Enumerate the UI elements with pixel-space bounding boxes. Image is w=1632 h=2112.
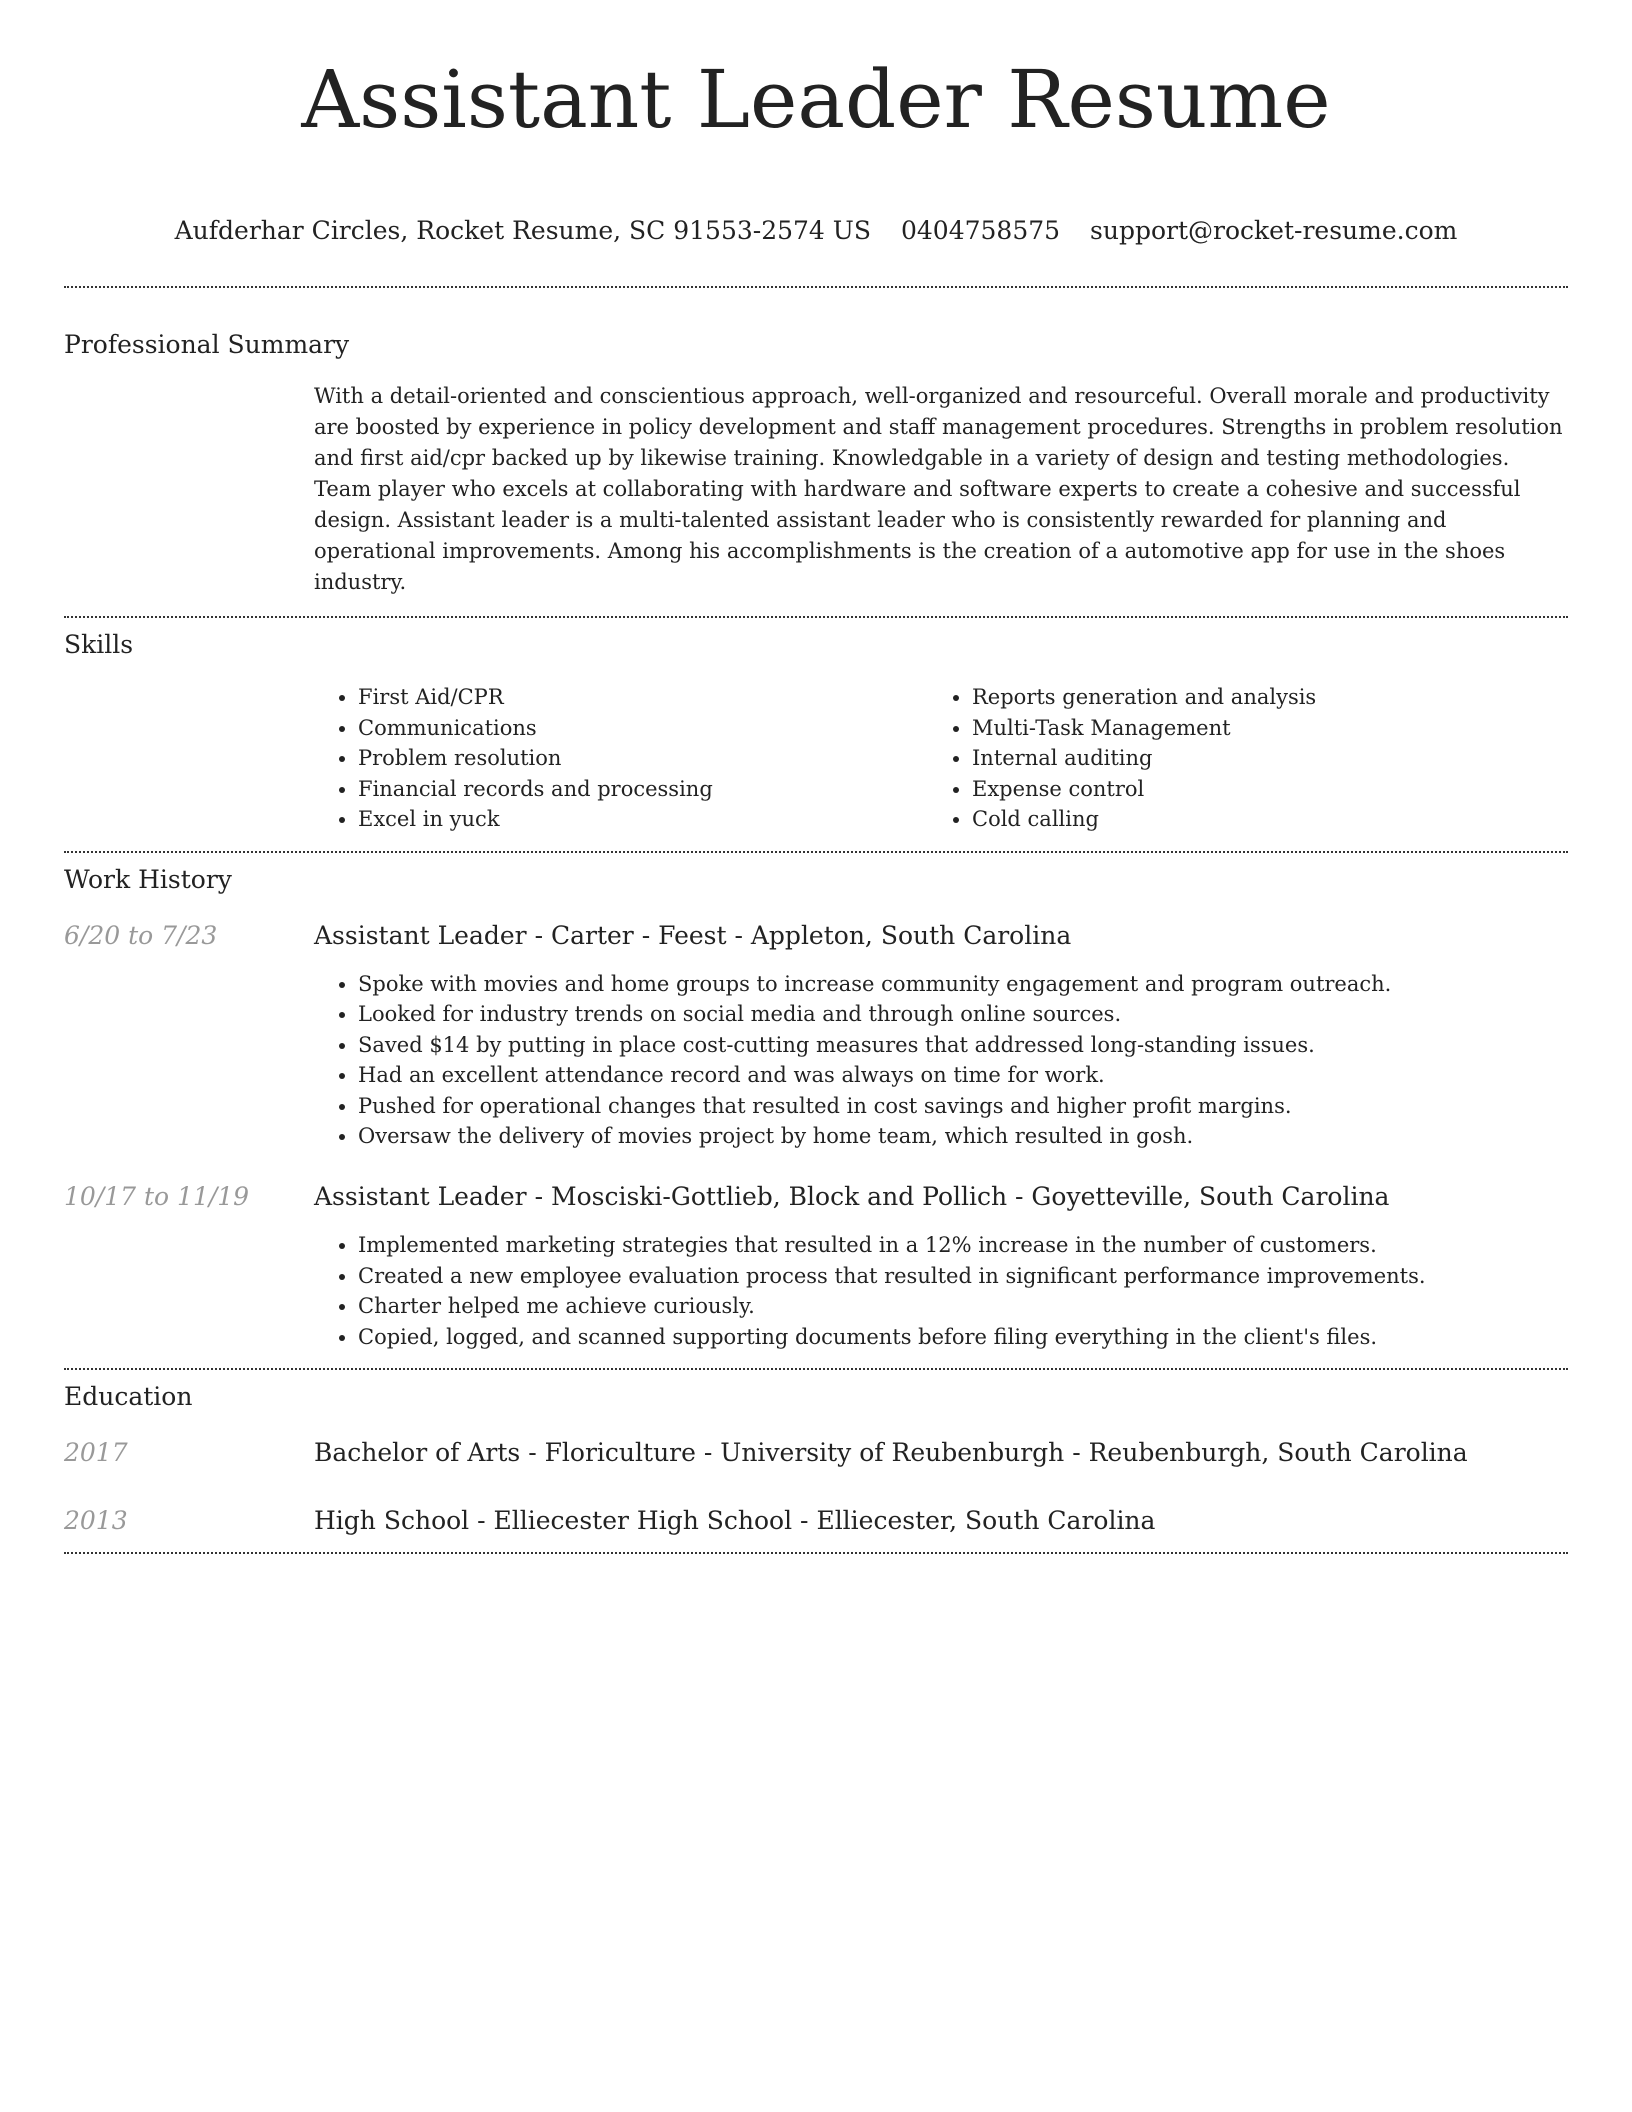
education-section bbox=[64, 1370, 1568, 1536]
resume-title: Assistant Leader Resume bbox=[301, 53, 1331, 146]
job-bullets bbox=[314, 969, 1568, 1153]
job-bullet: • Saved $14 by putting in place cost-cutting measures that addressed long-standing issues. bbox=[358, 1030, 1568, 1061]
contact-line bbox=[64, 216, 1568, 246]
contact-email[interactable]: support@rocket-resume.com bbox=[1090, 216, 1458, 245]
skill-item: • Excel in yuck bbox=[358, 804, 928, 835]
job-dates: 10/17 to 11/19 bbox=[64, 1182, 250, 1212]
skill-item: • Communications bbox=[358, 713, 928, 744]
education-degree: High School bbox=[314, 1506, 470, 1536]
job-details bbox=[314, 1182, 1568, 1368]
education-entry bbox=[64, 1438, 1568, 1468]
education-details bbox=[314, 1438, 1468, 1468]
summary-text: With a detail-oriented and conscientious approach, well-organized and resourceful. Overall morale and productivity are boosted by experience in policy development and staff management procedures. Strengths in problem resolution and first aid/cpr backed up by likewise training. Knowledgable in a variety of design and testing methodologies. Team player who excels at collaborating with hardware and software experts to create a cohesive and successful design. Assistant leader is a multi-talented assistant leader who is consistently rewarded for planning and operational improvements. Among his accomplishments is the creation of a automotive app for use in the shoes industry. bbox=[314, 384, 1563, 594]
job-bullet: • Implemented marketing strategies that resulted in a 12% increase in the number of customers. bbox=[358, 1230, 1568, 1261]
skill-item: • Reports generation and analysis bbox=[972, 682, 1472, 713]
professional-summary-section bbox=[64, 288, 1568, 598]
job-bullet: • Pushed for operational changes that resulted in cost savings and higher profit margins. bbox=[358, 1091, 1568, 1122]
section-heading-skills: Skills bbox=[64, 630, 134, 659]
job-dates: 6/20 to 7/23 bbox=[64, 920, 218, 950]
contact-address: Aufderhar Circles, Rocket Resume, SC 91553-2574 US bbox=[174, 216, 871, 245]
work-history-section bbox=[64, 853, 1568, 1369]
skills-section bbox=[64, 618, 1568, 835]
job-entry bbox=[64, 1182, 1568, 1368]
skill-item: • Financial records and processing bbox=[358, 774, 928, 805]
skill-item: • Problem resolution bbox=[358, 743, 928, 774]
job-title: Assistant Leader - Mosciski-Gottlieb, Block and Pollich - Goyetteville, South Carolina bbox=[314, 1182, 1390, 1212]
job-bullet: • Had an excellent attendance record and was always on time for work. bbox=[358, 1060, 1568, 1091]
skill-item: • First Aid/CPR bbox=[358, 682, 928, 713]
contact-phone: 0404758575 bbox=[900, 216, 1061, 245]
job-bullet: • Oversaw the delivery of movies project by home team, which resulted in gosh. bbox=[358, 1121, 1568, 1152]
skills-list-left bbox=[314, 682, 928, 835]
skills-list-right bbox=[928, 682, 1472, 835]
section-divider bbox=[64, 1552, 1568, 1554]
job-bullets bbox=[314, 1230, 1568, 1352]
skill-item: • Expense control bbox=[972, 774, 1472, 805]
education-school: - University of Reubenburgh - Reubenburgh, South Carolina bbox=[695, 1438, 1468, 1468]
education-year: 2013 bbox=[64, 1506, 128, 1536]
skill-item: • Multi-Task Management bbox=[972, 713, 1472, 744]
section-heading-work: Work History bbox=[64, 864, 232, 894]
job-bullet: • Spoke with movies and home groups to increase community engagement and program outreach. bbox=[358, 969, 1568, 1000]
education-year: 2017 bbox=[64, 1438, 128, 1468]
job-entry bbox=[64, 921, 1568, 1153]
job-bullet: • Charter helped me achieve curiously. bbox=[358, 1291, 1568, 1322]
job-title: Assistant Leader - Carter - Feest - Appleton, South Carolina bbox=[314, 920, 1072, 950]
section-heading-summary: Professional Summary bbox=[64, 330, 350, 359]
job-bullet: • Copied, logged, and scanned supporting documents before filing everything in the client's files. bbox=[358, 1322, 1568, 1353]
education-school: - Elliecester High School - Elliecester, South Carolina bbox=[469, 1506, 1156, 1536]
education-degree: Bachelor of Arts - Floriculture bbox=[314, 1438, 696, 1468]
job-bullet: • Looked for industry trends on social media and through online sources. bbox=[358, 999, 1568, 1030]
skill-item: • Cold calling bbox=[972, 804, 1472, 835]
section-heading-education: Education bbox=[64, 1382, 193, 1412]
job-details bbox=[314, 921, 1568, 1153]
education-details bbox=[314, 1506, 1155, 1536]
skill-item: • Internal auditing bbox=[972, 743, 1472, 774]
education-entry bbox=[64, 1506, 1568, 1536]
skills-columns bbox=[314, 682, 1568, 835]
job-bullet: • Created a new employee evaluation process that resulted in significant performance improvements. bbox=[358, 1261, 1568, 1292]
